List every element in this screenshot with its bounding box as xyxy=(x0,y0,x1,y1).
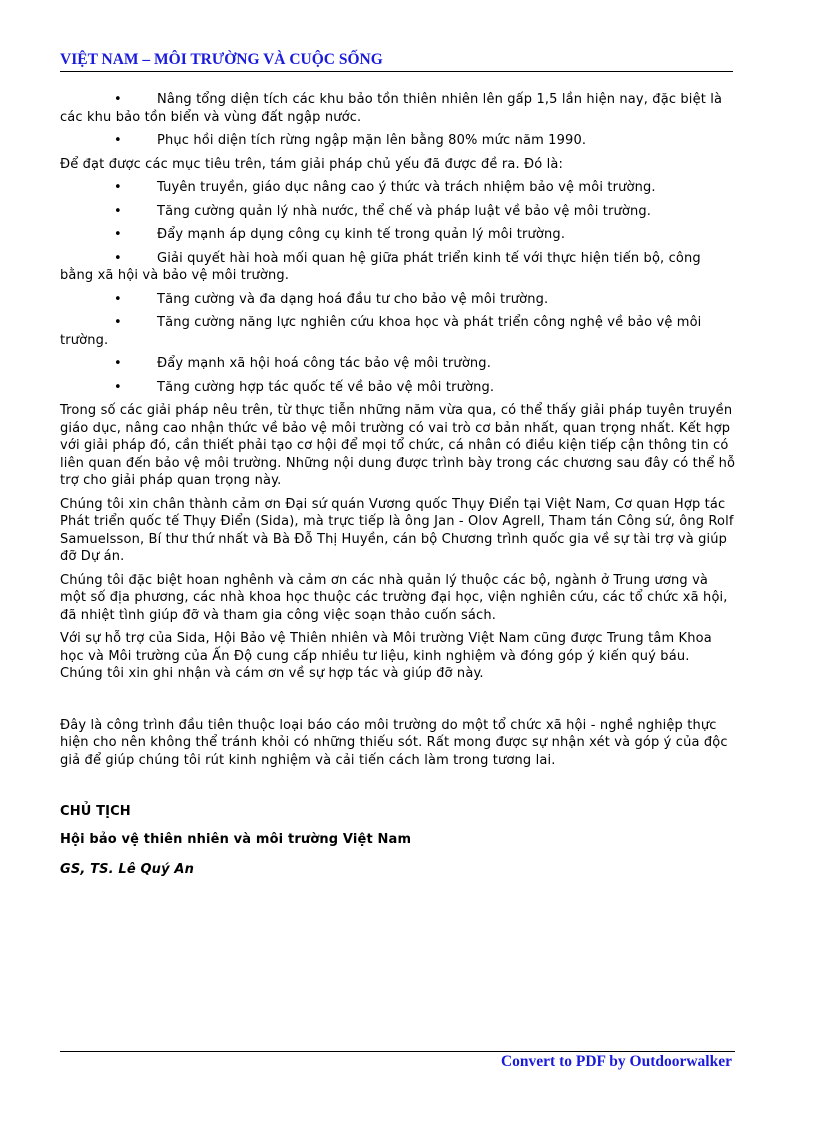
list-item xyxy=(60,314,736,349)
body-paragraph: Trong số các giải pháp nêu trên, từ thực tiễn những năm vừa qua, có thể thấy giải pháp tuyên truyền giáo dục, nâng cao nhận thức về bảo vệ môi trường có vai trò cơ bản nhất, quan trọng nhất. Kết hợp với giải pháp đó, cần thiết phải tạo cơ hội để mọi tổ chức, cá nhân có điều kiện tiếp cận thông tin có liên quan đến bảo vệ môi trường. Những nội dung được trình bày trong các chương sau đây có thể hỗ trợ cho giải pháp quan trọng này. xyxy=(60,403,736,488)
bullet-text: Tăng cường quản lý nhà nước, thể chế và pháp luật về bảo vệ môi trường. xyxy=(157,203,652,219)
bullet-text: Đẩy mạnh áp dụng công cụ kinh tế trong quản lý môi trường. xyxy=(157,227,566,242)
bullet-marker: • xyxy=(114,227,122,242)
bullet-marker: • xyxy=(114,133,122,148)
body-paragraph: Chúng tôi đặc biệt hoan nghênh và cảm ơn các nhà quản lý thuộc các bộ, ngành ở Trung ương và một số địa phương, các nhà khoa học thuộc các trường đại học, viện nghiên cứu, các tổ chức xã hội, đã nhiệt tình giúp đỡ và tham gia công việc soạn thảo cuốn sách. xyxy=(60,572,728,623)
header-title: VIỆT NAM – MÔI TRƯỜNG VÀ CUỘC SỐNG xyxy=(60,51,383,68)
list-item xyxy=(60,91,736,126)
bullet-text: Phục hồi diện tích rừng ngập mặn lên bằng 80% mức năm 1990. xyxy=(157,133,587,148)
bullet-text: Tăng cường năng lực nghiên cứu khoa học và phát triển công nghệ về bảo vệ môi trường. xyxy=(60,315,702,348)
bullet-marker: • xyxy=(114,315,122,330)
bullet-text: Tuyên truyền, giáo dục nâng cao ý thức và trách nhiệm bảo vệ môi trường. xyxy=(157,180,656,195)
body-paragraph: Với sự hỗ trợ của Sida, Hội Bảo vệ Thiên nhiên và Môi trường Việt Nam cũng được Trung tâm Khoa học và Môi trường của Ấn Độ cung cấp nhiều tư liệu, kinh nghiệm và đóng góp ý kiến quý báu. Chúng tôi xin ghi nhận và cám ơn về sự hợp tác và giúp đỡ này. xyxy=(60,631,712,681)
list-item xyxy=(60,379,736,397)
bullet-marker: • xyxy=(114,203,122,219)
list-item xyxy=(60,203,736,221)
bullet-marker: • xyxy=(114,291,122,307)
bullet-text: Tăng cường hợp tác quốc tế về bảo vệ môi trường. xyxy=(157,379,495,395)
signature-role: CHỦ TỊCH xyxy=(60,804,131,819)
list-item xyxy=(60,291,736,309)
document-body xyxy=(60,91,736,892)
intro-paragraph: Để đạt được các mục tiêu trên, tám giải pháp chủ yếu đã được đề ra. Đó là: xyxy=(60,156,564,172)
list-item xyxy=(60,355,736,373)
signature-name: GS, TS. Lê Quý An xyxy=(60,862,194,877)
bullet-text: Đẩy mạnh xã hội hoá công tác bảo vệ môi trường. xyxy=(157,356,491,371)
bullet-marker: • xyxy=(114,356,122,371)
footer-divider xyxy=(60,1051,735,1052)
bullet-text: Tăng cường và đa dạng hoá đầu tư cho bảo vệ môi trường. xyxy=(157,291,549,307)
body-paragraph: Chúng tôi xin chân thành cảm ơn Đại sứ quán Vương quốc Thụy Điển tại Việt Nam, Cơ quan Hợp tác Phát triển quốc tế Thụy Điển (Sida), mà trực tiếp là ông Jan - Olov Agrell, Tham tán Công sứ, ông Rolf Samuelsson, Bí thư thứ nhất và Bà Đỗ Thị Huyền, cán bộ Chương trình quốc gia về sự tài trợ và giúp đỡ Dự án. xyxy=(60,496,734,564)
spacer xyxy=(60,689,736,717)
bullet-marker: • xyxy=(114,92,122,107)
bullet-marker: • xyxy=(114,379,122,395)
bullet-text: Nâng tổng diện tích các khu bảo tồn thiên nhiên lên gấp 1,5 lần hiện nay, đặc biệt là các khu bảo tồn biển và vùng đất ngập nước. xyxy=(60,92,723,125)
bullet-text: Giải quyết hài hoà mối quan hệ giữa phát triển kinh tế với thực hiện tiến bộ, công bằng xã hội và bảo vệ môi trường. xyxy=(60,250,701,283)
list-item xyxy=(60,250,736,285)
signature-organization: Hội bảo vệ thiên nhiên và môi trường Việt Nam xyxy=(60,831,412,847)
list-item xyxy=(60,179,736,197)
list-item xyxy=(60,226,736,244)
spacer xyxy=(60,775,736,803)
list-item xyxy=(60,132,736,150)
footer-credit: Convert to PDF by Outdoorwalker xyxy=(500,1053,732,1070)
bullet-marker: • xyxy=(114,180,122,195)
page-header xyxy=(60,51,733,72)
closing-paragraph: Đây là công trình đầu tiên thuộc loại báo cáo môi trường do một tổ chức xã hội - nghề nghiệp thực hiện cho nên không thể tránh khỏi có những thiếu sót. Rất mong được sự nhận xét và góp ý của độc giả để giúp chúng tôi rút kinh nghiệm và cải tiến cách làm trong tương lai. xyxy=(60,717,728,768)
bullet-marker: • xyxy=(114,250,122,266)
